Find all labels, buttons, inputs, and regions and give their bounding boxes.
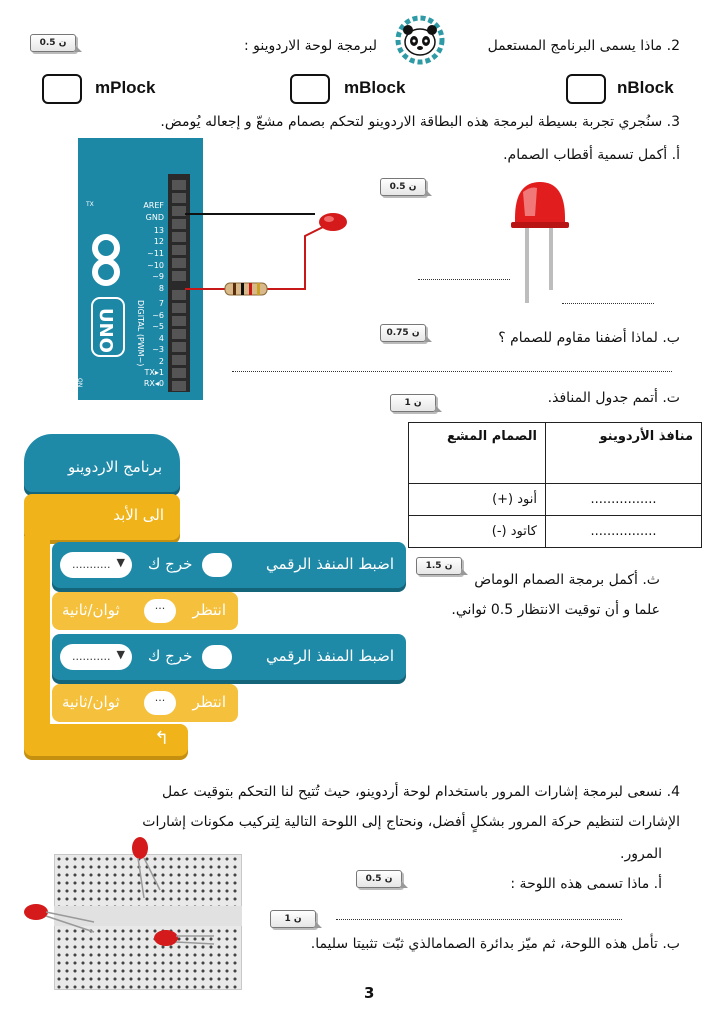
- pin-label: 13: [153, 226, 164, 235]
- seconds-label: ثوان/ثانية: [62, 693, 120, 711]
- q2-number: 2.: [666, 38, 680, 54]
- output-label: خرج ك: [148, 647, 193, 665]
- q3b-question: لماذا أضفنا مقاوم للصمام ؟: [498, 330, 658, 346]
- digital-label: DIGITAL (PWM~): [136, 300, 145, 367]
- q4-intro-line3: المرور.: [620, 846, 662, 862]
- pin-label: ~11: [147, 249, 164, 258]
- q2-text: ماذا يسمى البرنامج المستعمل: [487, 38, 663, 54]
- tx-label: TX: [86, 201, 94, 208]
- table-cell-port[interactable]: ................: [546, 516, 702, 548]
- q2-question-right: [488, 38, 680, 54]
- set-digital-pin-block[interactable]: [52, 542, 406, 588]
- pin-label: ~5: [152, 322, 164, 331]
- wait-block[interactable]: [52, 684, 238, 722]
- page-number: 3: [364, 984, 375, 1002]
- q3-intro: [160, 114, 680, 130]
- table-header-ports: منافذ الأردوينو: [546, 423, 702, 484]
- option-label-mblock: mBlock: [344, 78, 406, 97]
- q3a-text: [503, 147, 680, 163]
- dropdown-value: ...........: [72, 650, 111, 663]
- pin-label: ~6: [152, 311, 164, 320]
- q4a-text: [510, 876, 662, 892]
- pin-label: ~10: [147, 261, 164, 270]
- q3b-answer-line[interactable]: [232, 370, 672, 372]
- breadboard-leds-image: [14, 828, 240, 958]
- option-checkbox-mplock[interactable]: [42, 74, 82, 104]
- table-header-led: الصمام المشع: [409, 423, 546, 484]
- q3c-label: ت.: [662, 390, 680, 406]
- q4a-label: أ.: [653, 876, 662, 892]
- panda-logo-icon: [390, 14, 450, 66]
- pin-label: 12: [153, 237, 164, 246]
- uno-label: UNO: [95, 308, 116, 353]
- chevron-down-icon: ▼: [116, 556, 125, 569]
- ports-table: [408, 422, 702, 548]
- q3d-points-badge: 1.5 ن: [416, 557, 462, 575]
- q3a-points-badge: 0.5 ن: [380, 178, 426, 196]
- table-cell-port[interactable]: ................: [546, 484, 702, 516]
- q2-question-left: [244, 38, 377, 54]
- chevron-down-icon: ▼: [116, 648, 125, 661]
- q3d-text2: علما و أن توقيت الانتظار 0.5 ثواني.: [451, 602, 660, 618]
- output-dropdown[interactable]: [60, 552, 132, 578]
- q3-intro-text: سنُجري تجربة بسيطة لبرمجة هذه البطاقة الاردوينو لتحكم بصمام مشعّ و إجعاله يُومض.: [160, 114, 663, 130]
- on-label: ON: [76, 378, 83, 388]
- q3c-points-badge: 1 ن: [390, 394, 436, 412]
- q3-number: 3.: [666, 114, 680, 130]
- output-label: خرج ك: [148, 555, 193, 573]
- set-digital-pin-block[interactable]: [52, 634, 406, 680]
- led-image: [505, 178, 575, 308]
- wait-seconds-input[interactable]: [144, 691, 176, 715]
- q3d-label: ث.: [642, 572, 660, 588]
- loop-arrow-icon: ↰: [154, 728, 170, 749]
- led-pole-answer-line-left[interactable]: [418, 278, 510, 280]
- q3b-text: [498, 330, 680, 346]
- pin-label: 2: [158, 357, 164, 366]
- wait-input-value: ...: [154, 691, 166, 704]
- option-checkbox-mblock[interactable]: [290, 74, 330, 104]
- q4a-question: ماذا تسمى هذه اللوحة :: [510, 876, 650, 892]
- q4b-text: [311, 936, 680, 952]
- q4-intro1: نسعى لبرمجة إشارات المرور باستخدام لوحة أردوينو، حيث تُتيح لنا التحكم بتوقيت عمل: [161, 784, 663, 800]
- q3a-label: أ.: [671, 147, 680, 163]
- output-dropdown[interactable]: [60, 644, 132, 670]
- forever-block[interactable]: [24, 494, 180, 540]
- pin-label: GND: [145, 213, 164, 222]
- option-label-mplock: mPlock: [95, 78, 156, 97]
- set-pin-label: اضبط المنفذ الرقمي: [266, 555, 394, 573]
- wait-input-value: ...: [154, 599, 166, 612]
- q4-intro-line2: الإشارات لتنظيم حركة المرور بشكلٍ أفضل، ونحتاج إلى اللوحة التالية لِتركيب مكونات إشارات: [142, 814, 680, 830]
- pin-label: TX▸1: [144, 368, 164, 377]
- option-label-nblock: nBlock: [617, 78, 674, 97]
- dropdown-value: ...........: [72, 558, 111, 571]
- q2-text2: لبرمجة لوحة الاردوينو :: [244, 38, 377, 54]
- circuit-wiring-image: [185, 206, 355, 306]
- wait-label: انتظر: [192, 601, 226, 619]
- q4b-label: ب.: [662, 936, 680, 952]
- pin-label: 8: [158, 284, 164, 293]
- q2-points-badge: 0.5 ن: [30, 34, 76, 52]
- q4a-answer-line[interactable]: [336, 918, 622, 920]
- pin-label: RX◂0: [143, 379, 164, 388]
- pin-label: 4: [158, 334, 164, 343]
- pin-label: AREF: [143, 201, 164, 210]
- program-block-label: برنامج الاردوينو: [67, 458, 162, 476]
- q4-intro-line1: [162, 784, 680, 800]
- led-pole-answer-line-right[interactable]: [562, 302, 654, 304]
- seconds-label: ثوان/ثانية: [62, 601, 120, 619]
- forever-block-end[interactable]: [24, 724, 188, 756]
- q3c-question: أتمم جدول المنافذ.: [547, 390, 658, 406]
- q3a-question: أكمل تسمية أقطاب الصمام.: [503, 147, 668, 163]
- forever-block-label: الى الأبد: [113, 506, 164, 524]
- q3d-text: [474, 572, 660, 588]
- q4b-points-badge: 1 ن: [270, 910, 316, 928]
- q4a-points-badge: 0.5 ن: [356, 870, 402, 888]
- q3b-label: ب.: [662, 330, 680, 346]
- q3b-points-badge: 0.75 ن: [380, 324, 426, 342]
- pin-label: ~9: [152, 272, 164, 281]
- wait-block[interactable]: [52, 592, 238, 630]
- program-hat-block[interactable]: [24, 434, 180, 492]
- pin-number-input[interactable]: [202, 553, 232, 577]
- q4-number: 4.: [666, 784, 680, 800]
- q3c-text: [548, 390, 680, 406]
- q3d-question: أكمل برمجة الصمام الوماض: [474, 572, 638, 588]
- pin-label: ~3: [152, 345, 164, 354]
- table-cell-led: أنود (+): [409, 484, 546, 516]
- set-pin-label: اضبط المنفذ الرقمي: [266, 647, 394, 665]
- wait-label: انتظر: [192, 693, 226, 711]
- pin-number-input[interactable]: [202, 645, 232, 669]
- option-checkbox-nblock[interactable]: [566, 74, 606, 104]
- q4b-question: تأمل هذه اللوحة، ثم ميّز بدائرة الصمامالذي ثبّت تثبيتا سليما.: [310, 936, 658, 952]
- wait-seconds-input[interactable]: [144, 599, 176, 623]
- table-cell-led: كاتود (-): [409, 516, 546, 548]
- forever-block-side: [24, 536, 50, 732]
- pin-label: 7: [158, 299, 164, 308]
